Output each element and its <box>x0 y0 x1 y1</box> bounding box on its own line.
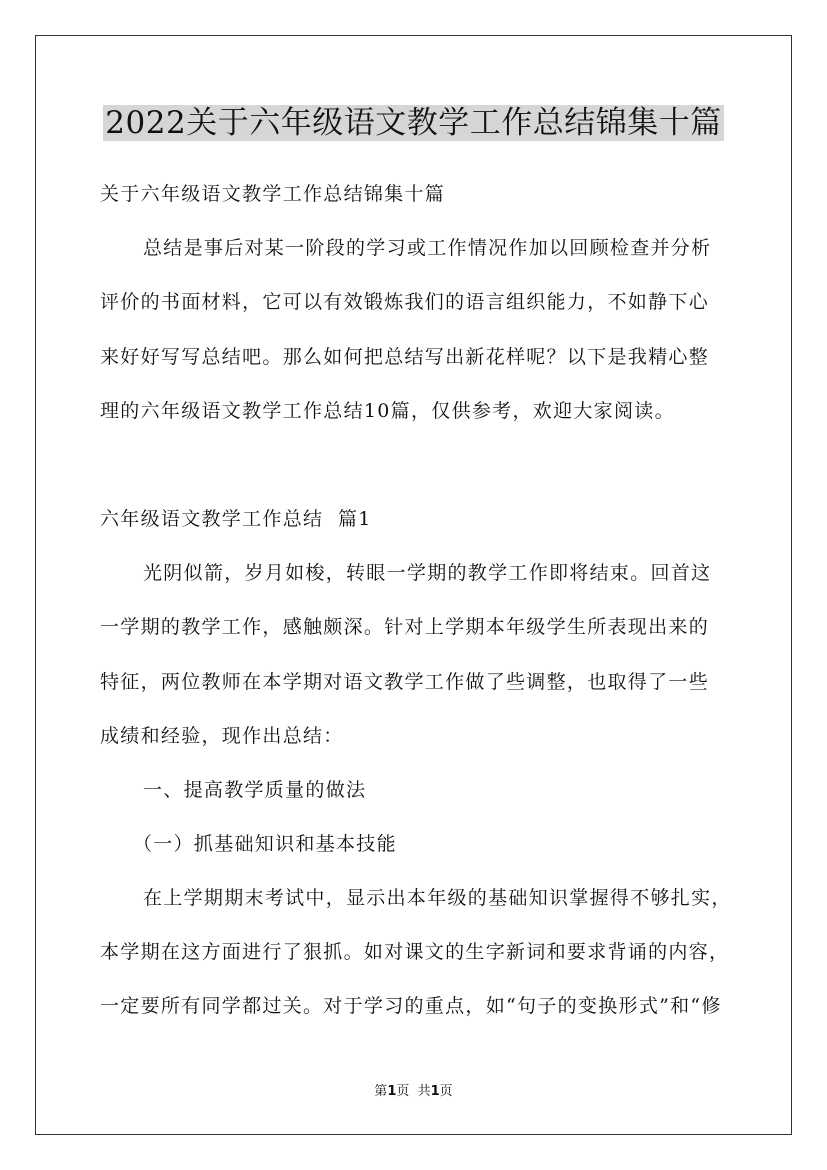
footer-prefix: 第 <box>374 1084 388 1099</box>
item-heading-1: 一、提高教学质量的做法 <box>143 779 367 801</box>
body-line-2: 本学期在这方面进行了狠抓。如对课文的生字新词和要求背诵的内容， <box>100 941 730 963</box>
document-title-text: 2022关于六年级语文教学工作总结锦集十篇 <box>105 105 722 141</box>
intro-line-1: 总结是事后对某一阶段的学习或工作情况作加以回顾检查并分析 <box>143 237 712 259</box>
footer-mid: 页 共 <box>396 1084 431 1099</box>
intro-line-3: 来好好写写总结吧。那么如何把总结写出新花样呢？以下是我精心整 <box>100 346 710 368</box>
document-title <box>0 103 827 143</box>
footer-page-number: 1 <box>387 1084 397 1099</box>
body-line-1: 在上学期期末考试中，显示出本年级的基础知识掌握得不够扎实， <box>143 887 732 909</box>
intro-line-2: 评价的书面材料，它可以有效锻炼我们的语言组织能力，不如静下心 <box>100 291 710 313</box>
section-heading: 六年级语文教学工作总结 篇1 <box>100 508 372 530</box>
section-line-1: 光阴似箭，岁月如梭，转眼一学期的教学工作即将结束。回首这 <box>143 562 712 584</box>
section-line-2: 一学期的教学工作，感触颇深。针对上学期本年级学生所表现出来的 <box>100 616 710 638</box>
section-line-4: 成绩和经验，现作出总结： <box>100 725 344 747</box>
footer-suffix: 页 <box>439 1084 453 1099</box>
intro-line-4: 理的六年级语文教学工作总结10篇，仅供参考，欢迎大家阅读。 <box>100 400 675 422</box>
page-footer <box>0 1084 827 1100</box>
subtitle: 关于六年级语文教学工作总结锦集十篇 <box>100 183 446 205</box>
footer-total-pages: 1 <box>430 1084 440 1099</box>
section-line-3: 特征，两位教师在本学期对语文教学工作做了些调整，也取得了一些 <box>100 671 710 693</box>
body-line-3: 一定要所有同学都过关。对于学习的重点，如“句子的变换形式”和“修 <box>100 995 722 1017</box>
item-heading-2: （一）抓基础知识和基本技能 <box>133 833 397 855</box>
